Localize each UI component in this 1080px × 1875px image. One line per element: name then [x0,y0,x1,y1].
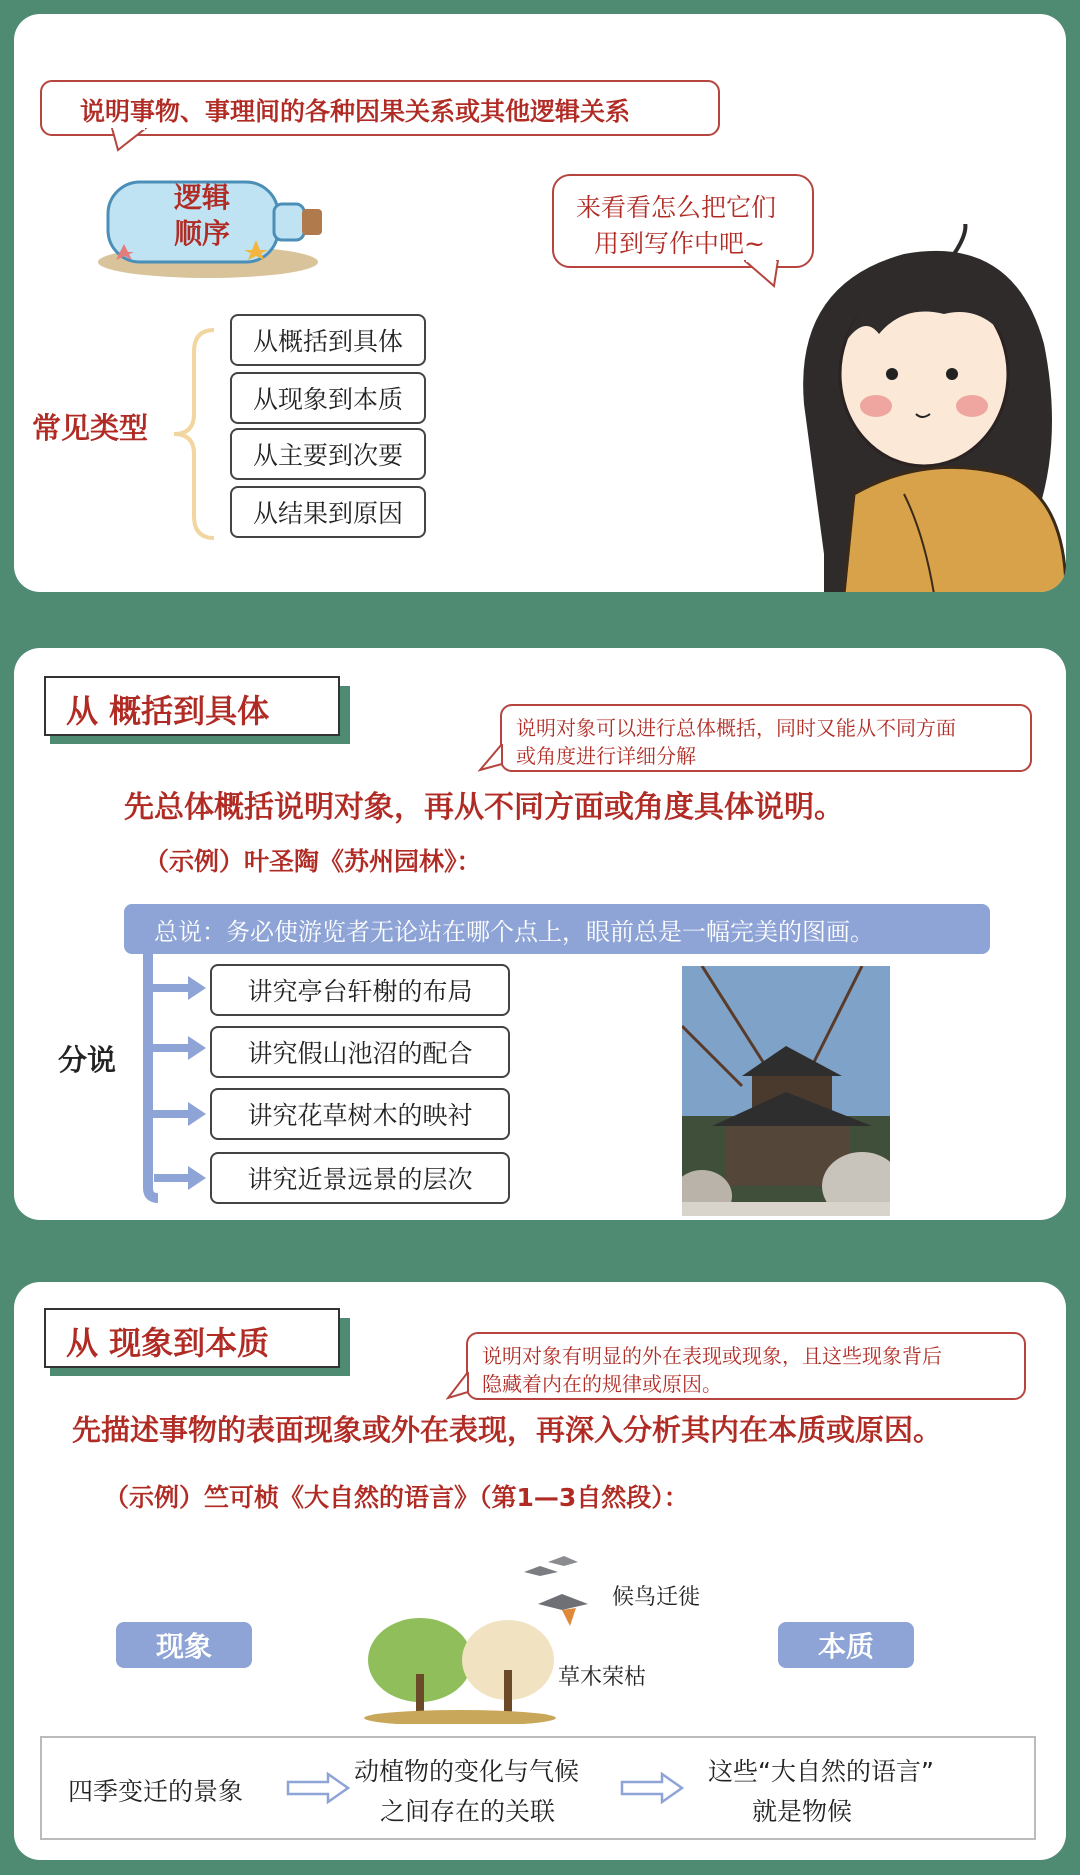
panel-general-to-specific [14,648,1066,1220]
flow-arrow-2 [620,1772,686,1804]
bird-label: 候鸟迁徙 [612,1585,701,1610]
type-item-4: 从结果到原因 [230,486,426,538]
bottle-label-line1: 逻辑 [174,181,231,214]
point-item-3: 讲究花草树木的映衬 [210,1088,510,1140]
point-item-4: 讲究近景远景的层次 [210,1152,510,1204]
section-tag [44,676,340,736]
bottle-label-line2: 顺序 [174,217,231,250]
speech-bubble [552,174,814,268]
note-bubble [500,704,1032,772]
flow-step-3-line2: 就是物候 [752,1797,853,1826]
definition-text: 说明事物、事理间的各种因果关系或其他逻辑关系 [80,97,631,126]
types-label: 常见类型 [32,411,149,445]
note-line2: 或角度进行详细分解 [516,744,696,768]
summary-bar [124,904,990,954]
trees-illustration [360,1614,560,1724]
point-item-2: 讲究假山池沼的配合 [210,1026,510,1078]
method-text: 先描述事物的表面现象或外在表现，再深入分析其内在本质或原因。 [72,1413,943,1447]
type-item-2: 从现象到本质 [230,372,426,424]
point-item-1: 讲究亭台轩榭的布局 [210,964,510,1016]
sub-label: 分说 [58,1043,117,1077]
flow-step-2-line1: 动植物的变化与气候 [354,1757,580,1786]
note-bubble [466,1332,1026,1400]
flow-step-1: 四季变迁的景象 [68,1777,244,1806]
definition-bubble-tail [110,128,150,152]
type-item-3: 从主要到次要 [230,428,426,480]
type-item-1: 从概括到具体 [230,314,426,366]
garden-photo [682,966,890,1216]
speech-line1: 来看看怎么把它们 [576,193,777,222]
flow-step-2-line2: 之间存在的关联 [380,1797,556,1826]
note-line2: 隐藏着内在的规律或原因。 [482,1372,722,1396]
flow-box [40,1736,1036,1840]
panel-phenomenon-to-essence [14,1282,1066,1860]
note-line1: 说明对象有明显的外在表现或现象，且这些现象背后 [482,1344,942,1368]
types-bracket [164,322,224,552]
example-text: （示例）叶圣陶《苏州园林》： [144,847,482,876]
panel-logical-order [14,14,1066,592]
flow-step-3-line1: 这些“大自然的语言” [708,1757,934,1786]
section-tag-text: 从 概括到具体 [66,692,270,730]
speech-line2: 用到写作中吧~ [594,229,765,258]
section-tag-text: 从 现象到本质 [66,1324,270,1362]
girl-character-illustration [784,224,1066,592]
note-line1: 说明对象可以进行总体概括，同时又能从不同方面 [516,716,956,740]
phenomenon-label: 现象 [116,1622,252,1668]
speech-bubble-tail [744,260,784,290]
method-text: 先总体概括说明对象，再从不同方面或角度具体说明。 [124,790,844,825]
essence-label: 本质 [778,1622,914,1668]
note-bubble-tail [446,1372,486,1402]
section-tag [44,1308,340,1368]
flow-arrow-1 [286,1772,352,1804]
example-text: （示例）竺可桢《大自然的语言》（第1—3自然段）： [104,1483,689,1512]
plant-label: 草木荣枯 [558,1665,647,1690]
summary-text: 总说：务必使游览者无论站在哪个点上，眼前总是一幅完美的图画。 [154,917,874,946]
note-bubble-tail [478,744,518,774]
